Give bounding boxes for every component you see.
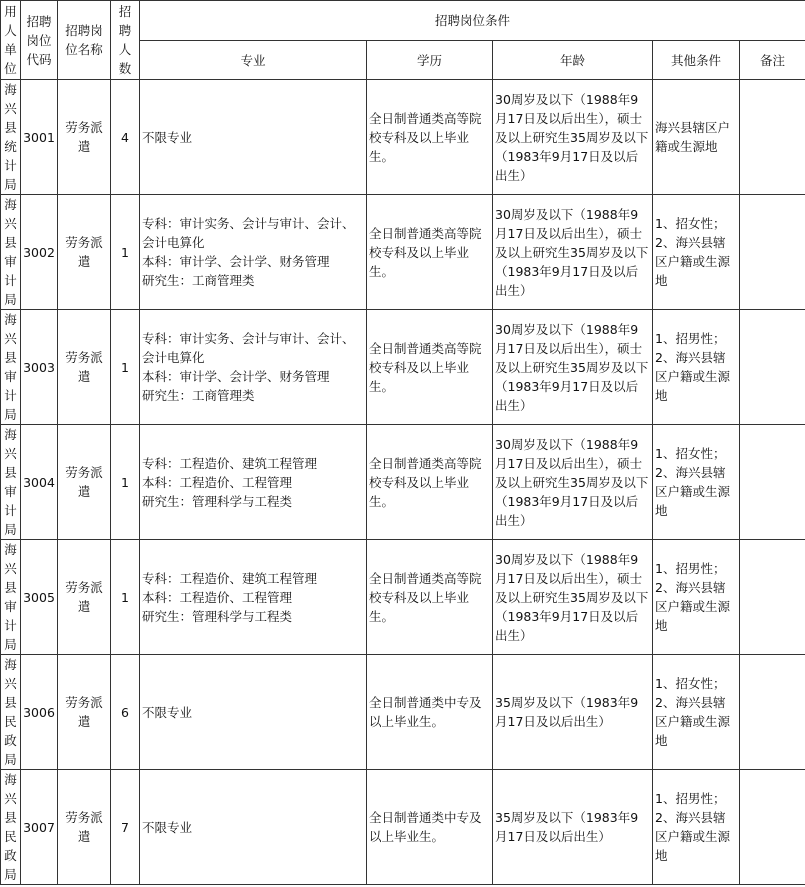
table-row [1, 655, 805, 770]
major-cell: 不限专业 [140, 655, 367, 770]
code-cell: 3002 [21, 195, 58, 310]
count-cell: 4 [111, 80, 140, 195]
education-cell: 全日制普通类高等院校专科及以上毕业生。 [367, 310, 493, 425]
remark-cell [740, 540, 805, 655]
remark-cell [740, 195, 805, 310]
name-cell: 劳务派遣 [58, 540, 111, 655]
education-cell: 全日制普通类高等院校专科及以上毕业生。 [367, 425, 493, 540]
other-cell: 1、招女性； 2、海兴县辖区户籍或生源地 [653, 195, 740, 310]
age-cell: 35周岁及以下（1983年9月17日及以后出生） [493, 655, 653, 770]
unit-cell: 海兴县审计局 [1, 540, 21, 655]
major-cell: 专科：工程造价、建筑工程管理 本科：工程造价、工程管理 研究生：管理科学与工程类 [140, 540, 367, 655]
remark-cell [740, 310, 805, 425]
table-row [1, 80, 805, 195]
header-code: 招聘岗位代码 [21, 1, 58, 80]
age-cell: 30周岁及以下（1988年9月17日及以后出生），硕士及以上研究生35周岁及以下（1983年9月17日及以后出生） [493, 540, 653, 655]
remark-cell [740, 655, 805, 770]
header-major: 专业 [140, 41, 367, 80]
header-name: 招聘岗位名称 [58, 1, 111, 80]
name-cell: 劳务派遣 [58, 425, 111, 540]
age-cell: 30周岁及以下（1988年9月17日及以后出生），硕士及以上研究生35周岁及以下（1983年9月17日及以后出生） [493, 310, 653, 425]
unit-cell: 海兴县民政局 [1, 770, 21, 885]
unit-cell: 海兴县统计局 [1, 80, 21, 195]
code-cell: 3004 [21, 425, 58, 540]
other-cell: 1、招男性； 2、海兴县辖区户籍或生源地 [653, 540, 740, 655]
count-cell: 1 [111, 425, 140, 540]
count-cell: 1 [111, 310, 140, 425]
education-cell: 全日制普通类高等院校专科及以上毕业生。 [367, 80, 493, 195]
unit-cell: 海兴县民政局 [1, 655, 21, 770]
table-row [1, 195, 805, 310]
age-cell: 35周岁及以下（1983年9月17日及以后出生） [493, 770, 653, 885]
header-conditions: 招聘岗位条件 [140, 1, 805, 41]
count-cell: 1 [111, 195, 140, 310]
remark-cell [740, 80, 805, 195]
remark-cell [740, 425, 805, 540]
table-row [1, 540, 805, 655]
table-row [1, 310, 805, 425]
name-cell: 劳务派遣 [58, 310, 111, 425]
unit-cell: 海兴县审计局 [1, 310, 21, 425]
header-unit: 用人单位 [1, 1, 21, 80]
major-cell: 专科：审计实务、会计与审计、会计、会计电算化 本科：审计学、会计学、财务管理 研究生：工商管理类 [140, 195, 367, 310]
table-row [1, 425, 805, 540]
name-cell: 劳务派遣 [58, 195, 111, 310]
age-cell: 30周岁及以下（1988年9月17日及以后出生），硕士及以上研究生35周岁及以下（1983年9月17日及以后出生） [493, 80, 653, 195]
count-cell: 1 [111, 540, 140, 655]
name-cell: 劳务派遣 [58, 655, 111, 770]
unit-cell: 海兴县审计局 [1, 425, 21, 540]
table-row [1, 770, 805, 885]
code-cell: 3001 [21, 80, 58, 195]
education-cell: 全日制普通类中专及以上毕业生。 [367, 655, 493, 770]
header-other: 其他条件 [653, 41, 740, 80]
other-cell: 1、招男性； 2、海兴县辖区户籍或生源地 [653, 770, 740, 885]
count-cell: 7 [111, 770, 140, 885]
remark-cell [740, 770, 805, 885]
other-cell: 1、招男性； 2、海兴县辖区户籍或生源地 [653, 310, 740, 425]
major-cell: 不限专业 [140, 80, 367, 195]
name-cell: 劳务派遣 [58, 80, 111, 195]
education-cell: 全日制普通类中专及以上毕业生。 [367, 770, 493, 885]
other-cell: 海兴县辖区户籍或生源地 [653, 80, 740, 195]
code-cell: 3007 [21, 770, 58, 885]
count-cell: 6 [111, 655, 140, 770]
age-cell: 30周岁及以下（1988年9月17日及以后出生），硕士及以上研究生35周岁及以下（1983年9月17日及以后出生） [493, 425, 653, 540]
major-cell: 不限专业 [140, 770, 367, 885]
header-count: 招聘人数 [111, 1, 140, 80]
other-cell: 1、招女性； 2、海兴县辖区户籍或生源地 [653, 425, 740, 540]
other-cell: 1、招女性； 2、海兴县辖区户籍或生源地 [653, 655, 740, 770]
header-education: 学历 [367, 41, 493, 80]
header-remark: 备注 [740, 41, 805, 80]
code-cell: 3006 [21, 655, 58, 770]
major-cell: 专科：工程造价、建筑工程管理 本科：工程造价、工程管理 研究生：管理科学与工程类 [140, 425, 367, 540]
age-cell: 30周岁及以下（1988年9月17日及以后出生），硕士及以上研究生35周岁及以下（1983年9月17日及以后出生） [493, 195, 653, 310]
header-age: 年龄 [493, 41, 653, 80]
unit-cell: 海兴县审计局 [1, 195, 21, 310]
education-cell: 全日制普通类高等院校专科及以上毕业生。 [367, 195, 493, 310]
code-cell: 3003 [21, 310, 58, 425]
major-cell: 专科：审计实务、会计与审计、会计、会计电算化 本科：审计学、会计学、财务管理 研究生：工商管理类 [140, 310, 367, 425]
education-cell: 全日制普通类高等院校专科及以上毕业生。 [367, 540, 493, 655]
name-cell: 劳务派遣 [58, 770, 111, 885]
code-cell: 3005 [21, 540, 58, 655]
